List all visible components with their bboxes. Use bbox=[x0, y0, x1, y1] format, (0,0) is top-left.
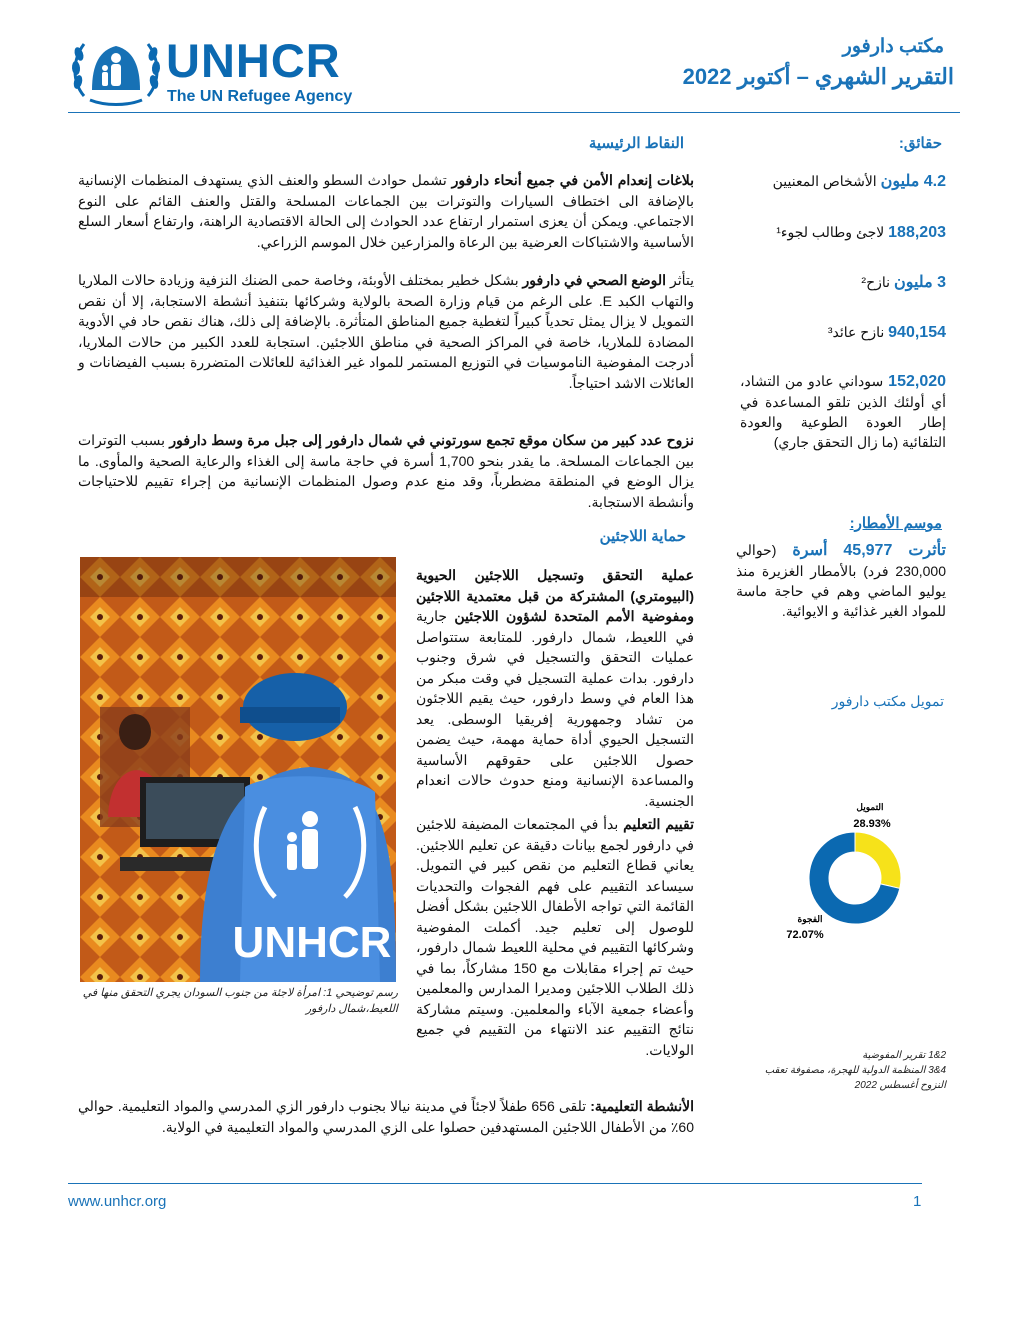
key-points-heading: النقاط الرئيسية bbox=[588, 135, 684, 152]
funded-slice bbox=[855, 832, 901, 888]
fact-item bbox=[740, 371, 946, 452]
funding-donut-chart bbox=[786, 800, 910, 941]
paragraph-lead: نزوح عدد كبير من سكان موقع تجمع سورتوني في شمال دارفور إلى جبل مرة وسط دارفور bbox=[169, 432, 694, 448]
facts-heading: حقائق: bbox=[898, 135, 942, 152]
fact-number: 4.2 مليون bbox=[880, 173, 946, 190]
footer-divider bbox=[68, 1183, 922, 1184]
photo-caption: رسم توضيحي 1: امرأة لاجئة من جنوب السودان يجري التحقق منها في اللعيط،شمال دارفور bbox=[82, 987, 398, 1015]
fact-item bbox=[740, 322, 946, 343]
fact-text: نازح عائد³ bbox=[827, 324, 885, 340]
paragraph-body: تلقى 656 طفلاً لاجئاً في مدينة نيالا بجنوب دارفور الزي المدرسي والمواد التعليمية. حوالي 60٪ من الأطفال اللاجئين المستهدفين حصلوا على الزي المدرسي والمواد التعليمية في الولاية. bbox=[78, 1098, 694, 1135]
footnote: 4&3 المنظمة الدولية للهجرة، مصفوفة تعقب bbox=[764, 1065, 946, 1076]
funded-label: التمويل bbox=[856, 802, 884, 812]
footnotes bbox=[746, 1048, 946, 1093]
vest-logo-text: UNHCR bbox=[232, 918, 392, 967]
footer-url-link[interactable]: www.unhcr.org bbox=[68, 1193, 167, 1210]
refugee-protection-heading: حماية اللاجئين bbox=[599, 528, 686, 545]
unhcr-emblem-icon bbox=[70, 34, 162, 110]
paragraph-lead: عملية التحقق وتسجيل اللاجئين الحيوية (البيومتري) المشتركة من قبل معتمدية اللاجئين ومفوضية الأمم المتحدة لشؤون اللاجئين bbox=[416, 567, 694, 624]
rain-number: 45,977 bbox=[843, 542, 893, 559]
paragraph-lead: بلاغات إنعدام الأمن في جميع أنحاء دارفور bbox=[451, 172, 694, 188]
paragraph-lead: تقييم التعليم bbox=[623, 816, 694, 832]
footnote: النزوح أغسطس 2022 bbox=[854, 1080, 946, 1091]
fact-number: 188,203 bbox=[888, 224, 946, 241]
health-paragraph bbox=[78, 270, 694, 393]
registration-paragraph bbox=[416, 565, 694, 811]
paragraph-lead: الأنشطة التعليمية: bbox=[590, 1098, 694, 1114]
funding-heading: تمويل مكتب دارفور bbox=[831, 693, 944, 709]
fact-number: 3 مليون bbox=[893, 274, 946, 291]
fact-number: 152,020 bbox=[888, 373, 947, 390]
education-activities-paragraph bbox=[78, 1096, 694, 1138]
paragraph-body: بدأ في المجتمعات المضيفة للاجئين في دارفور لجمع بيانات دقيقة عن تعليم اللاجئين. يعاني قطاع التعليم من نقص كبير في التمويل. سيساعد التقييم على فهم الفجوات والتحديات القائمة التي تواجه الأطفال اللاجئين بشكل أفضل للوصول إلى تعليم جيد. أكملت المفوضية وشركائها التقييم في محلية اللعيط شمال دارفور، حيث تم إجراء مقابلات مع 150 مشاركاً، بما في ذلك الطلاب اللاجئين ومديرا المدارس والمعلمين وأعضاء جمعية الآباء والمعلمين. وسيتم مشاركة نتائج التقييم عند الانتهاء من التقييم في جميع الولايات. bbox=[416, 816, 694, 1058]
header-divider bbox=[68, 112, 960, 113]
logo-wordmark: UNHCR bbox=[166, 34, 341, 87]
rain-season-heading: موسم الأمطار: bbox=[849, 515, 942, 532]
gap-label: الفجوة bbox=[797, 914, 823, 924]
fact-text: سوداني عادو من التشاد، أي أولئك الذين تلقو المساعدة في إطار العودة الطوعية والعودة التلقائية (ما زال التحقق جاري) bbox=[740, 373, 946, 450]
gap-value-label: 72.07% bbox=[786, 929, 824, 941]
report-title: التقرير الشهري – أكتوبر 2022 bbox=[682, 64, 954, 89]
footnote: 2&1 تقرير المفوضية bbox=[862, 1050, 946, 1061]
fact-item bbox=[740, 272, 946, 293]
rain-unit: أسرة bbox=[792, 542, 828, 559]
fact-item bbox=[740, 171, 946, 192]
paragraph-prefix: يتأثر bbox=[666, 272, 694, 288]
registration-photo bbox=[80, 557, 396, 982]
rain-verb: تأثرت bbox=[908, 542, 946, 559]
insecurity-paragraph bbox=[78, 170, 694, 252]
fact-text: الأشخاص المعنيين bbox=[772, 173, 877, 189]
office-title: مكتب دارفور bbox=[842, 36, 944, 57]
education-assessment-paragraph bbox=[416, 814, 694, 1060]
paragraph-lead: الوضع الصحي في دارفور bbox=[522, 272, 667, 288]
fact-text: لاجئ وطالب لجوء¹ bbox=[776, 224, 885, 240]
rain-season-text bbox=[736, 540, 946, 621]
fact-text: نازح² bbox=[861, 274, 891, 290]
paragraph-body: بسبب التوترات بين الجماعات المسلحة. ما يقدر بنحو 1,700 أسرة في حاجة ماسة إلى الغذاء والرعاية الصحية والمأوى. ما يزال الوضع في المنطقة مضطرباً، وقد منع عدم وصول المنظمات الإنسانية من إجراء تقييم للاحتياجات وأنشطة الاستجابة. bbox=[78, 432, 694, 510]
fact-number: 940,154 bbox=[888, 324, 946, 341]
paragraph-body: تشمل حوادث السطو والعنف الذي يستهدف المنظمات الإنسانية بالإضافة الى اختطاف السيارات والتوترات بين الجماعات المسلحة والقتل والعنف القائم على النوع الاجتماعي. ويمكن أن يعزى استمرار ارتفاع عدد الحوادث إلى الحالة الاقتصادية الراهنة، وارتفاع أسعار السلع الأساسية والاشتباكات العرضية بين الرعاة والمزارعين خلال الموسم الزراعي. bbox=[78, 172, 694, 250]
photo-illustration bbox=[80, 557, 396, 982]
displacement-paragraph bbox=[78, 430, 694, 512]
page-number: 1 bbox=[913, 1193, 922, 1210]
funded-value-label: 28.93% bbox=[853, 818, 891, 830]
fact-item bbox=[740, 222, 946, 243]
rain-description: (حوالي 230,000 فرد) بالأمطار الغزيرة منذ يوليو الماضي وهم في حاجة ماسة للمواد الغير غذائية و الايوائية. bbox=[736, 542, 946, 619]
paragraph-body: بشكل خطير بمختلف الأوبئة، وخاصة حمى الضنك النزفية وزيادة حالات الملاريا والتهاب الكبد E. على الرغم من قيام وزارة الصحة بالولاية وشركائها بتنفيذ أنشطة الاستجابة، إلا أن نقص التمويل لا يزال يمثل تحدياً كبيراً لتغطية جميع المناطق المتأثرة. بالإضافة إلى ذلك، هناك نقص حاد في الأدوية المضادة للملاريا، خاصة في المراكز الصحية في مناطق اللاجئين. استجابة للعدد الكبير من حالات الملاريا، أدرجت المفوضية الناموسيات في التوزيع المستمر للمواد غير الغذائية للعائلات المتضررة بسبب الفيضانات و العائلات الاشد احتياجاً. bbox=[78, 272, 694, 391]
paragraph-body: جارية في اللعيط، شمال دارفور. للمتابعة ستتواصل عمليات التحقق والتسجيل في شرق وجنوب دارفور. بدات عملية التسجيل في وقت مبكر من هذا العام في وسط دارفور، حيث يقيم اللاجئون من تشاد وجمهورية إفريقيا الوسطى. يعد التسجيل الحيوي أداة حماية مهمة، حيث يضمن حصول اللاجئين على حقوقهم الأساسية والمساعدة الإنسانية ومنع حدوث حالات انعدام الجنسية. bbox=[416, 608, 694, 809]
logo-tagline: The UN Refugee Agency bbox=[167, 88, 353, 105]
